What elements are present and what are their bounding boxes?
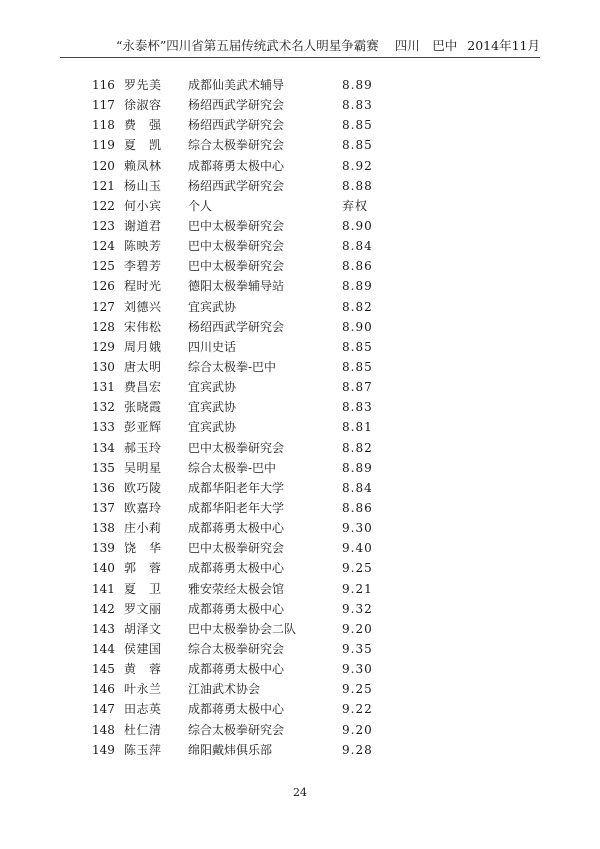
- results-list: [0, 75, 600, 760]
- score: 9.28: [342, 742, 373, 757]
- score: 8.90: [342, 319, 373, 334]
- organization: 综合太极拳-巴中: [188, 359, 277, 374]
- participant-name: 罗先美: [124, 78, 162, 92]
- result-row: [0, 720, 600, 740]
- result-row: [0, 740, 600, 760]
- organization: 巴中太极拳研究会: [188, 440, 285, 455]
- participant-name: 田志英: [124, 702, 162, 717]
- row-number: 130: [92, 359, 115, 374]
- row-number: 146: [92, 682, 115, 697]
- result-row: [0, 599, 600, 619]
- participant-name: 庄小莉: [124, 521, 162, 536]
- row-number: 142: [92, 601, 115, 616]
- participant-name: 谢道君: [124, 218, 162, 233]
- organization: 成都蒋勇太极中心: [188, 702, 285, 717]
- row-number: 135: [92, 460, 115, 475]
- row-number: 123: [92, 218, 115, 233]
- participant-name: 胡泽文: [124, 621, 162, 636]
- score: 8.87: [342, 380, 373, 395]
- row-number: 147: [92, 702, 115, 717]
- row-number: 138: [92, 521, 115, 536]
- score: 8.86: [342, 259, 373, 274]
- organization: 成都仙美武术辅导: [188, 78, 285, 92]
- participant-name: 郝玉玲: [124, 440, 162, 455]
- organization: 成都蒋勇太极中心: [188, 601, 285, 616]
- score: 9.20: [342, 621, 373, 636]
- organization: 成都蒋勇太极中心: [188, 521, 285, 536]
- result-row: [0, 619, 600, 639]
- organization: 成都蒋勇太极中心: [188, 158, 285, 173]
- organization: 成都华阳老年大学: [188, 480, 285, 495]
- participant-name: 李碧芳: [124, 259, 162, 274]
- score: 8.89: [342, 279, 373, 294]
- organization: 杨绍西武学研究会: [188, 319, 285, 334]
- score: 8.82: [342, 299, 373, 314]
- organization: 宜宾武协: [188, 380, 237, 395]
- participant-name: 何小宾: [124, 198, 162, 213]
- row-number: 143: [92, 621, 115, 636]
- result-row: [0, 377, 600, 397]
- result-row: [0, 115, 600, 135]
- row-number: 129: [92, 339, 115, 354]
- score: 9.21: [342, 581, 373, 596]
- score: 8.85: [342, 138, 373, 153]
- row-number: 145: [92, 662, 115, 677]
- header-title: “永泰杯”四川省第五届传统武术名人明星争霸赛: [115, 38, 379, 53]
- organization: 综合太极拳研究会: [188, 641, 285, 656]
- result-row: [0, 558, 600, 578]
- result-row: [0, 216, 600, 236]
- row-number: 133: [92, 420, 115, 435]
- result-row: [0, 579, 600, 599]
- result-row: [0, 256, 600, 276]
- row-number: 120: [92, 158, 115, 173]
- participant-name: 周月娥: [124, 339, 162, 354]
- participant-name: 吴明星: [124, 460, 162, 475]
- score: 9.40: [342, 541, 373, 556]
- score: 8.81: [342, 420, 373, 435]
- result-row: [0, 438, 600, 458]
- score: 9.20: [342, 722, 373, 737]
- organization: 绵阳戴炜俱乐部: [188, 742, 273, 757]
- row-number: 134: [92, 440, 115, 455]
- organization: 综合太极拳-巴中: [188, 460, 277, 475]
- page-number: 24: [293, 786, 307, 799]
- participant-name: 陈映芳: [124, 239, 162, 254]
- result-row: [0, 478, 600, 498]
- score: 8.85: [342, 339, 373, 354]
- result-row: [0, 75, 600, 95]
- row-number: 140: [92, 561, 115, 576]
- score: 8.82: [342, 440, 373, 455]
- score: 9.35: [342, 641, 373, 656]
- participant-name: 夏 凯: [124, 138, 162, 153]
- result-row: [0, 498, 600, 518]
- participant-name: 杨山玉: [124, 178, 162, 193]
- header-date: 2014年11月: [467, 38, 540, 53]
- row-number: 116: [92, 78, 115, 92]
- result-row: [0, 337, 600, 357]
- score: 9.30: [342, 521, 373, 536]
- row-number: 117: [92, 98, 115, 113]
- participant-name: 徐淑容: [124, 98, 162, 113]
- result-row: [0, 639, 600, 659]
- score: 9.25: [342, 682, 373, 697]
- participant-name: 彭亚辉: [124, 420, 162, 435]
- row-number: 141: [92, 581, 115, 596]
- result-row: [0, 95, 600, 115]
- organization: 杨绍西武学研究会: [188, 118, 285, 133]
- row-number: 124: [92, 239, 115, 254]
- organization: 成都华阳老年大学: [188, 500, 285, 515]
- result-row: [0, 397, 600, 417]
- organization: 宜宾武协: [188, 420, 237, 435]
- score: 8.84: [342, 239, 373, 254]
- score: 8.88: [342, 178, 373, 193]
- result-row: [0, 518, 600, 538]
- participant-name: 欧嘉玲: [124, 500, 162, 515]
- organization: 成都蒋勇太极中心: [188, 662, 285, 677]
- score: 8.89: [342, 460, 373, 475]
- organization: 江油武术协会: [188, 682, 261, 697]
- participant-name: 夏 卫: [124, 581, 162, 596]
- score: 8.85: [342, 118, 373, 133]
- row-number: 128: [92, 319, 115, 334]
- organization: 杨绍西武学研究会: [188, 98, 285, 113]
- row-number: 144: [92, 641, 115, 656]
- score: 9.32: [342, 601, 373, 616]
- score: 8.92: [342, 158, 373, 173]
- page-header: [60, 38, 540, 58]
- row-number: 149: [92, 742, 115, 757]
- participant-name: 罗文丽: [124, 601, 162, 616]
- score: 8.83: [342, 98, 373, 113]
- result-row: [0, 196, 600, 216]
- row-number: 139: [92, 541, 115, 556]
- score: 8.85: [342, 359, 373, 374]
- organization: 巴中太极拳研究会: [188, 259, 285, 274]
- participant-name: 费昌宏: [124, 380, 162, 395]
- score: 弃权: [342, 198, 369, 213]
- result-row: [0, 357, 600, 377]
- score: 8.84: [342, 480, 373, 495]
- row-number: 121: [92, 178, 115, 193]
- result-row: [0, 297, 600, 317]
- score: 8.89: [342, 78, 373, 92]
- row-number: 122: [92, 198, 115, 213]
- row-number: 118: [92, 118, 115, 133]
- row-number: 132: [92, 400, 115, 415]
- participant-name: 黄 蓉: [124, 662, 162, 677]
- header-location: 四川 巴中: [394, 38, 458, 53]
- result-row: [0, 156, 600, 176]
- row-number: 119: [92, 138, 115, 153]
- organization: 宜宾武协: [188, 400, 237, 415]
- organization: 成都蒋勇太极中心: [188, 561, 285, 576]
- participant-name: 张晓霞: [124, 400, 162, 415]
- participant-name: 刘德兴: [124, 299, 162, 314]
- result-row: [0, 417, 600, 437]
- score: 9.25: [342, 561, 373, 576]
- participant-name: 欧巧陵: [124, 480, 162, 495]
- score: 8.86: [342, 500, 373, 515]
- result-row: [0, 236, 600, 256]
- result-row: [0, 679, 600, 699]
- organization: 宜宾武协: [188, 299, 237, 314]
- organization: 综合太极拳研究会: [188, 138, 285, 153]
- participant-name: 郭 蓉: [124, 561, 162, 576]
- row-number: 127: [92, 299, 115, 314]
- participant-name: 侯建国: [124, 641, 162, 656]
- row-number: 131: [92, 380, 115, 395]
- score: 9.22: [342, 702, 373, 717]
- result-row: [0, 699, 600, 719]
- row-number: 148: [92, 722, 115, 737]
- organization: 巴中太极拳研究会: [188, 541, 285, 556]
- result-row: [0, 176, 600, 196]
- participant-name: 杜仁清: [124, 722, 162, 737]
- organization: 杨绍西武学研究会: [188, 178, 285, 193]
- result-row: [0, 659, 600, 679]
- participant-name: 陈玉萍: [124, 742, 162, 757]
- score: 9.30: [342, 662, 373, 677]
- organization: 四川史话: [188, 339, 237, 354]
- participant-name: 赖凤林: [124, 158, 162, 173]
- result-row: [0, 276, 600, 296]
- score: 8.90: [342, 218, 373, 233]
- row-number: 125: [92, 259, 115, 274]
- participant-name: 宋伟松: [124, 319, 162, 334]
- result-row: [0, 538, 600, 558]
- result-row: [0, 135, 600, 155]
- row-number: 136: [92, 480, 115, 495]
- participant-name: 费 强: [124, 118, 162, 133]
- organization: 巴中太极拳协会二队: [188, 621, 297, 636]
- organization: 综合太极拳研究会: [188, 722, 285, 737]
- score: 8.83: [342, 400, 373, 415]
- organization: 巴中太极拳研究会: [188, 218, 285, 233]
- result-row: [0, 458, 600, 478]
- organization: 德阳太极拳辅导站: [188, 279, 285, 294]
- row-number: 126: [92, 279, 115, 294]
- participant-name: 唐太明: [124, 359, 162, 374]
- row-number: 137: [92, 500, 115, 515]
- participant-name: 饶 华: [124, 541, 162, 556]
- participant-name: 程时光: [124, 279, 162, 294]
- result-row: [0, 317, 600, 337]
- organization: 个人: [188, 198, 213, 213]
- organization: 巴中太极拳研究会: [188, 239, 285, 254]
- organization: 雅安荥经太极会馆: [188, 581, 285, 596]
- participant-name: 叶永兰: [124, 682, 162, 697]
